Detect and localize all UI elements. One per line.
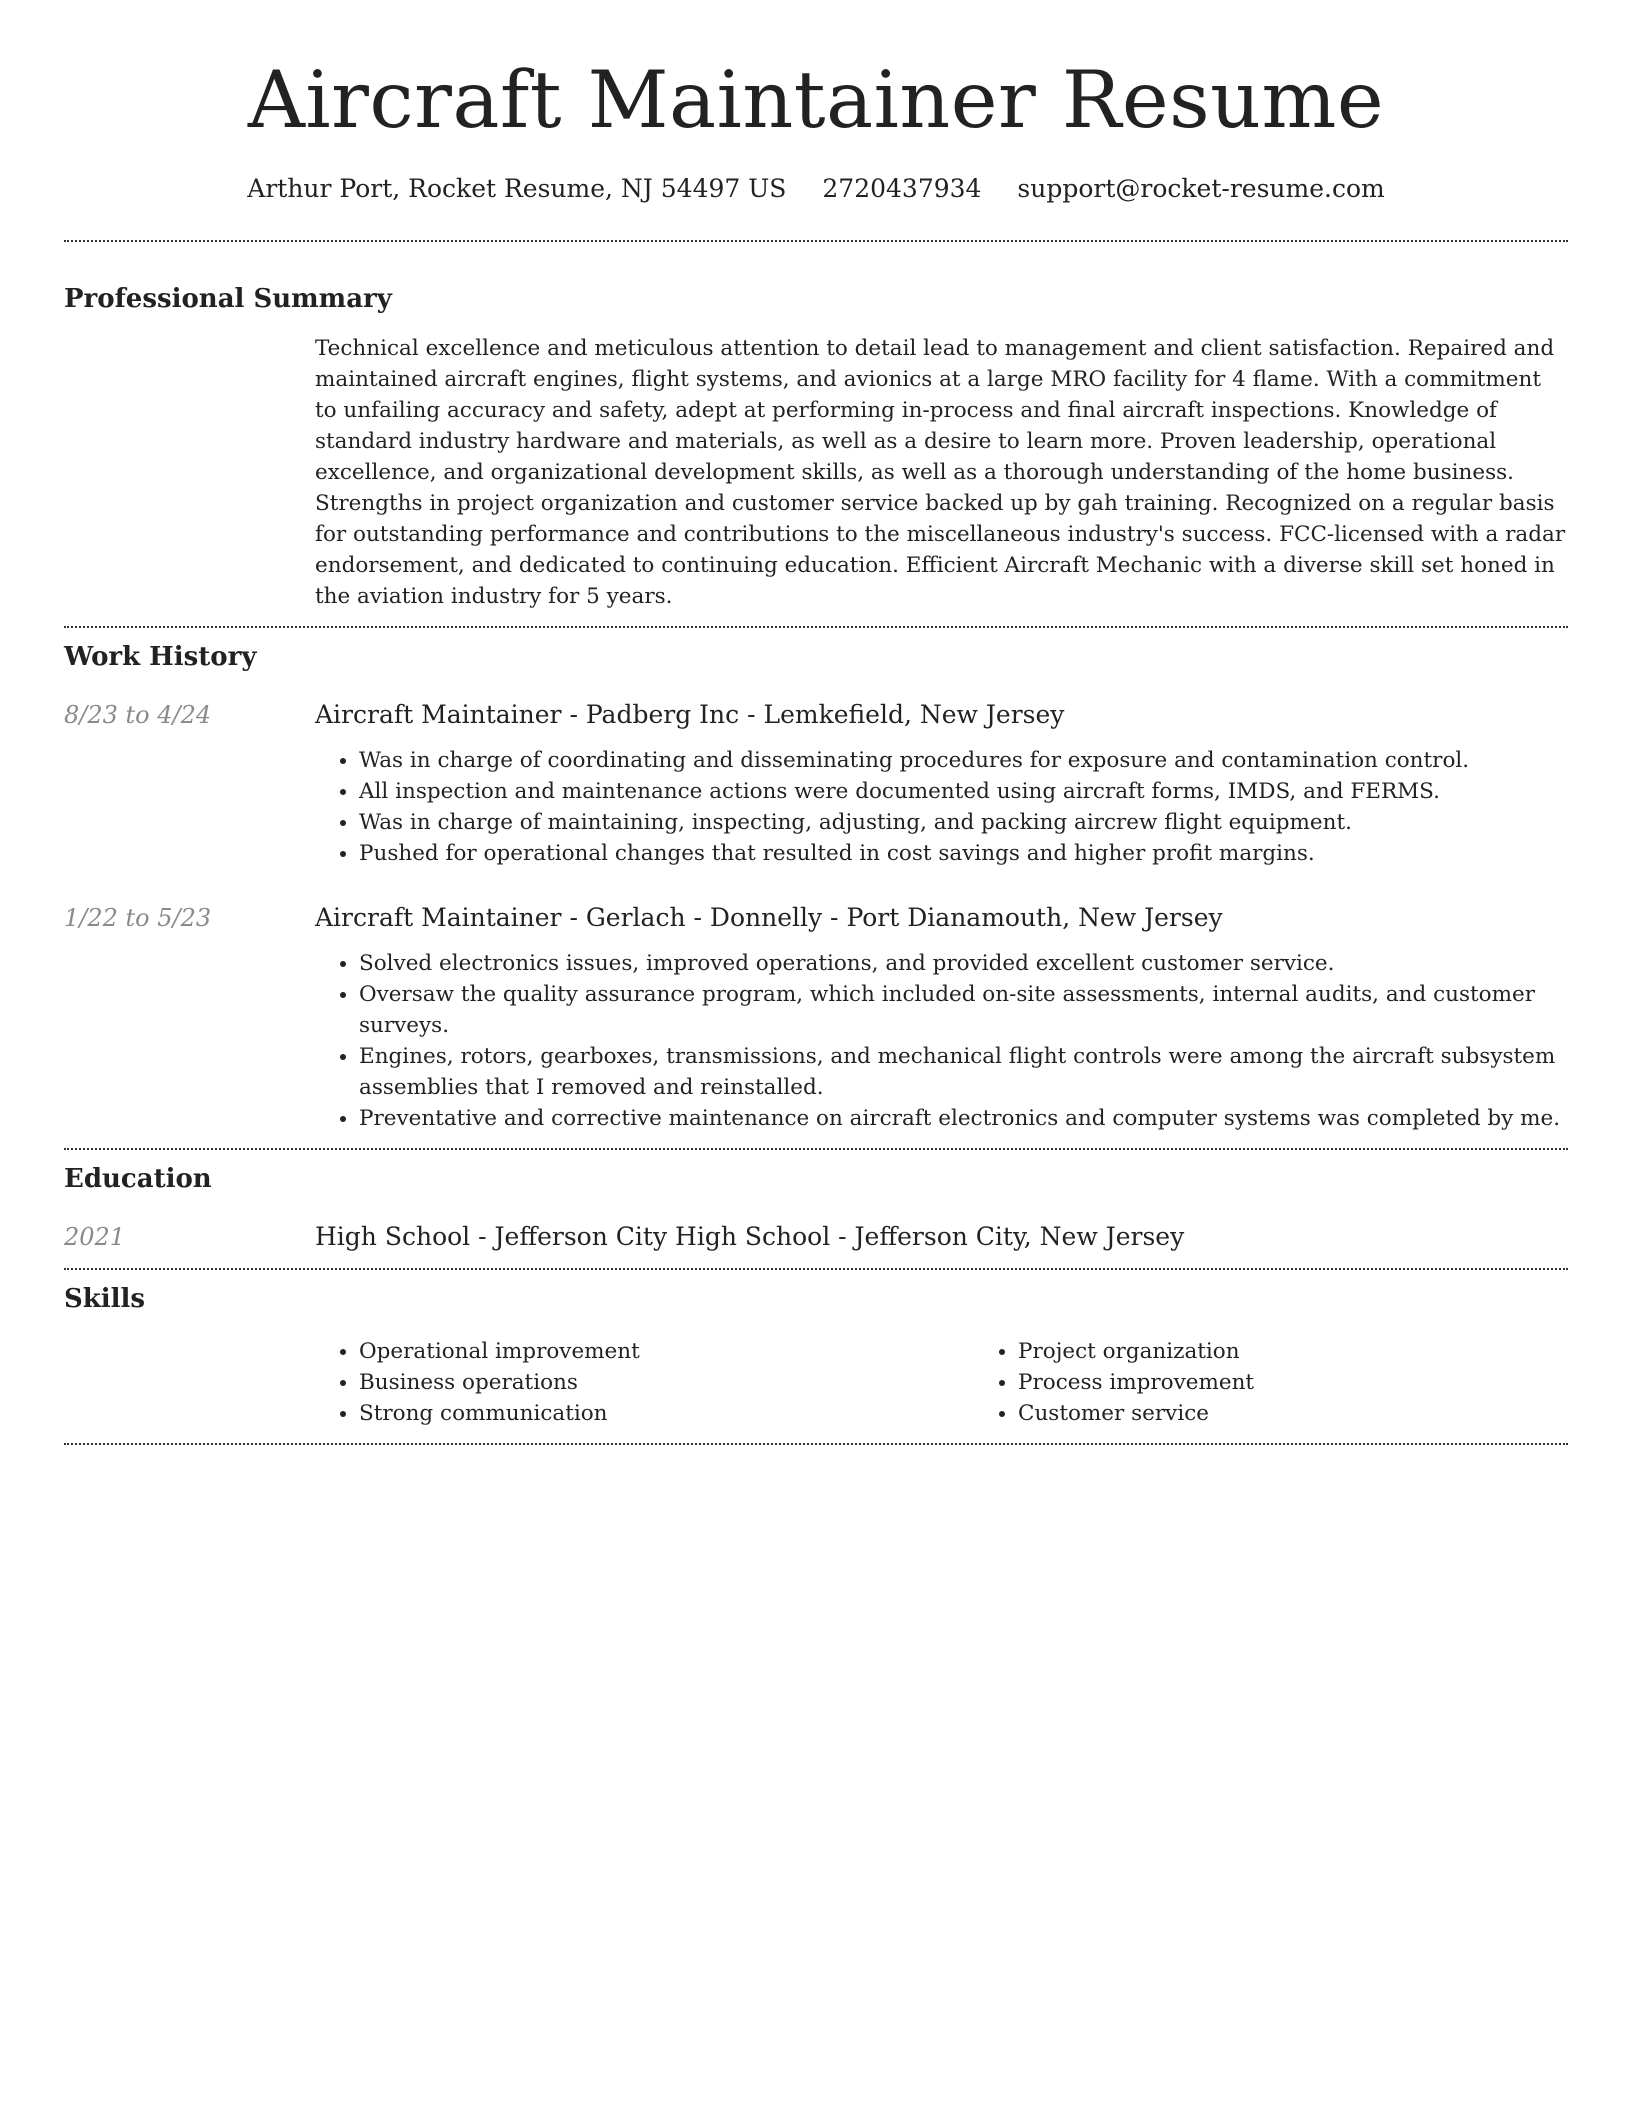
job-bullets — [315, 745, 1568, 869]
summary-section — [64, 242, 1568, 626]
list-item: • Pushed for operational changes that resulted in cost savings and higher profit margins. — [359, 838, 1568, 869]
job-entry — [64, 901, 1568, 1134]
list-item: • Was in charge of maintaining, inspecting, adjusting, and packing aircrew flight equipment. — [359, 807, 1568, 838]
job-role: Aircraft Maintainer — [315, 903, 562, 932]
list-item: • All inspection and maintenance actions were documented using aircraft forms, IMDS, and FERMS. — [359, 776, 1568, 807]
list-item: • Was in charge of coordinating and disseminating procedures for exposure and contamination control. — [359, 745, 1568, 776]
list-item: • Solved electronics issues, improved operations, and provided excellent customer service. — [359, 948, 1568, 979]
education-date: 2021 — [64, 1223, 126, 1251]
skills-list-left — [315, 1336, 974, 1429]
list-item: • Oversaw the quality assurance program, which included on-site assessments, internal audits, and customer surveys. — [359, 979, 1568, 1041]
education-section — [64, 1150, 1568, 1268]
contact-info — [64, 172, 1568, 206]
job-details: - Gerlach - Donnelly - Port Dianamouth, New Jersey — [561, 903, 1223, 932]
list-item: • Engines, rotors, gearboxes, transmissions, and mechanical flight controls were among the aircraft subsystem assemblies that I removed and reinstalled. — [359, 1041, 1568, 1103]
skill-item: • Strong communication — [359, 1398, 974, 1429]
work-history-heading: Work History — [64, 642, 257, 672]
contact-phone: 2720437934 — [822, 174, 982, 203]
job-role: Aircraft Maintainer — [315, 700, 562, 729]
list-item: • Preventative and corrective maintenance on aircraft electronics and computer systems was completed by me. — [359, 1103, 1568, 1134]
work-history-section — [64, 628, 1568, 1148]
job-details: - Padberg Inc - Lemkefield, New Jersey — [561, 700, 1065, 729]
education-entry — [315, 1220, 1568, 1254]
education-degree: High School — [315, 1222, 471, 1251]
section-divider — [64, 1443, 1568, 1445]
skills-heading: Skills — [64, 1284, 146, 1314]
education-details: - Jefferson City High School - Jefferson City, New Jersey — [470, 1222, 1185, 1251]
resume-title: Aircraft Maintainer Resume — [247, 54, 1385, 146]
contact-address: Arthur Port, Rocket Resume, NJ 54497 US — [247, 174, 787, 203]
job-dates: 8/23 to 4/24 — [64, 701, 212, 729]
contact-email: support@rocket-resume.com — [1017, 174, 1385, 203]
job-bullets — [315, 948, 1568, 1134]
summary-heading: Professional Summary — [64, 284, 392, 314]
skill-item: • Process improvement — [1018, 1367, 1632, 1398]
summary-text: Technical excellence and meticulous attention to detail lead to management and client satisfaction. Repaired and maintained aircraft engines, flight systems, and avionics at a large MRO facility for 4 flame. With a commitment to unfailing accuracy and safety, adept at performing in-process and final aircraft inspections. Knowledge of standard industry hardware and materials, as well as a desire to learn more. Proven leadership, operational excellence, and organizational development skills, as well as a thorough understanding of the home business. Strengths in project organization and customer service backed up by gah training. Recognized on a regular basis for outstanding performance and contributions to the miscellaneous industry's success. FCC-licensed with a radar endorsement, and dedicated to continuing education. Efficient Aircraft Mechanic with a diverse skill set honed in the aviation industry for 5 years. — [315, 336, 1566, 609]
skills-section — [64, 1270, 1568, 1443]
skills-list-right — [974, 1336, 1632, 1429]
job-title — [315, 698, 1568, 732]
skill-item: • Business operations — [359, 1367, 974, 1398]
skill-item: • Customer service — [1018, 1398, 1632, 1429]
job-title — [315, 901, 1568, 935]
job-entry — [64, 698, 1568, 869]
skill-item: • Project organization — [1018, 1336, 1632, 1367]
education-heading: Education — [64, 1164, 212, 1194]
skill-item: • Operational improvement — [359, 1336, 974, 1367]
job-dates: 1/22 to 5/23 — [64, 904, 212, 932]
